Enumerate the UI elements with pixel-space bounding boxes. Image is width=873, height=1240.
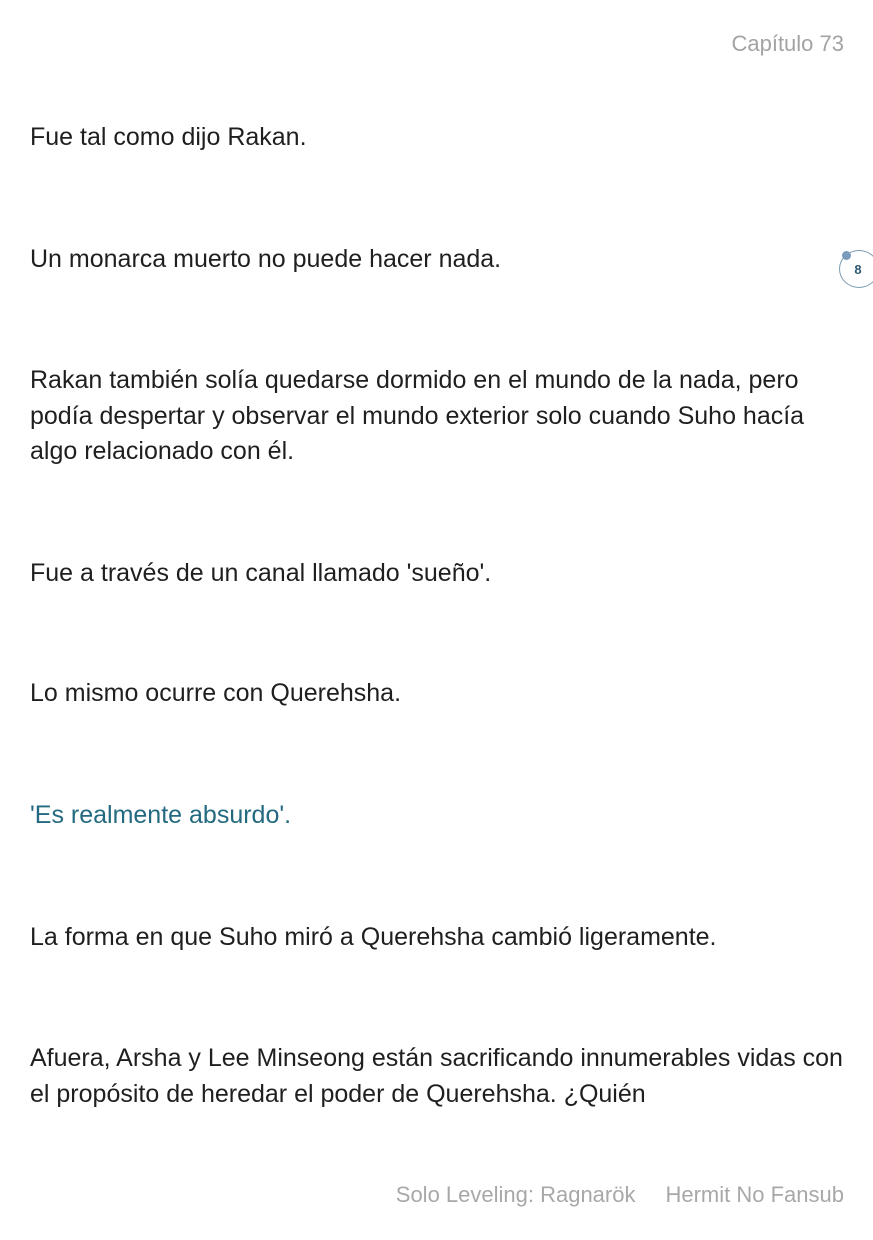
footer-book-title: Solo Leveling: Ragnarök — [395, 1182, 636, 1207]
paragraph-7: La forma en que Suho miró a Querehsha cambió ligeramente. — [30, 923, 717, 951]
page-number: 8 — [854, 261, 862, 277]
paragraph-2: Un monarca muerto no puede hacer nada. — [30, 245, 502, 273]
paragraph-1: Fue tal como dijo Rakan. — [30, 123, 307, 151]
paragraph-3: Rakan también solía quedarse dormido en el mundo de la nada, pero podía despertar y observar el mundo exterior solo cuando Suho hacía algo relacionado con él. — [30, 366, 805, 465]
page-number-badge[interactable] — [839, 250, 873, 288]
footer — [396, 1182, 844, 1208]
paragraph-4: Fue a través de un canal llamado 'sueño'. — [30, 559, 492, 587]
paragraph-8: Afuera, Arsha y Lee Minseong están sacrificando innumerables vidas con el propósito de heredar el poder de Querehsha. ¿Quién — [30, 1044, 843, 1108]
footer-translator: Hermit No Fansub — [665, 1182, 844, 1207]
paragraph-5: Lo mismo ocurre con Querehsha. — [30, 679, 402, 707]
bookmark-dot-icon — [842, 251, 851, 260]
paragraph-6-thought: 'Es realmente absurdo'. — [30, 801, 292, 829]
chapter-title: Capítulo 73 — [731, 31, 844, 56]
